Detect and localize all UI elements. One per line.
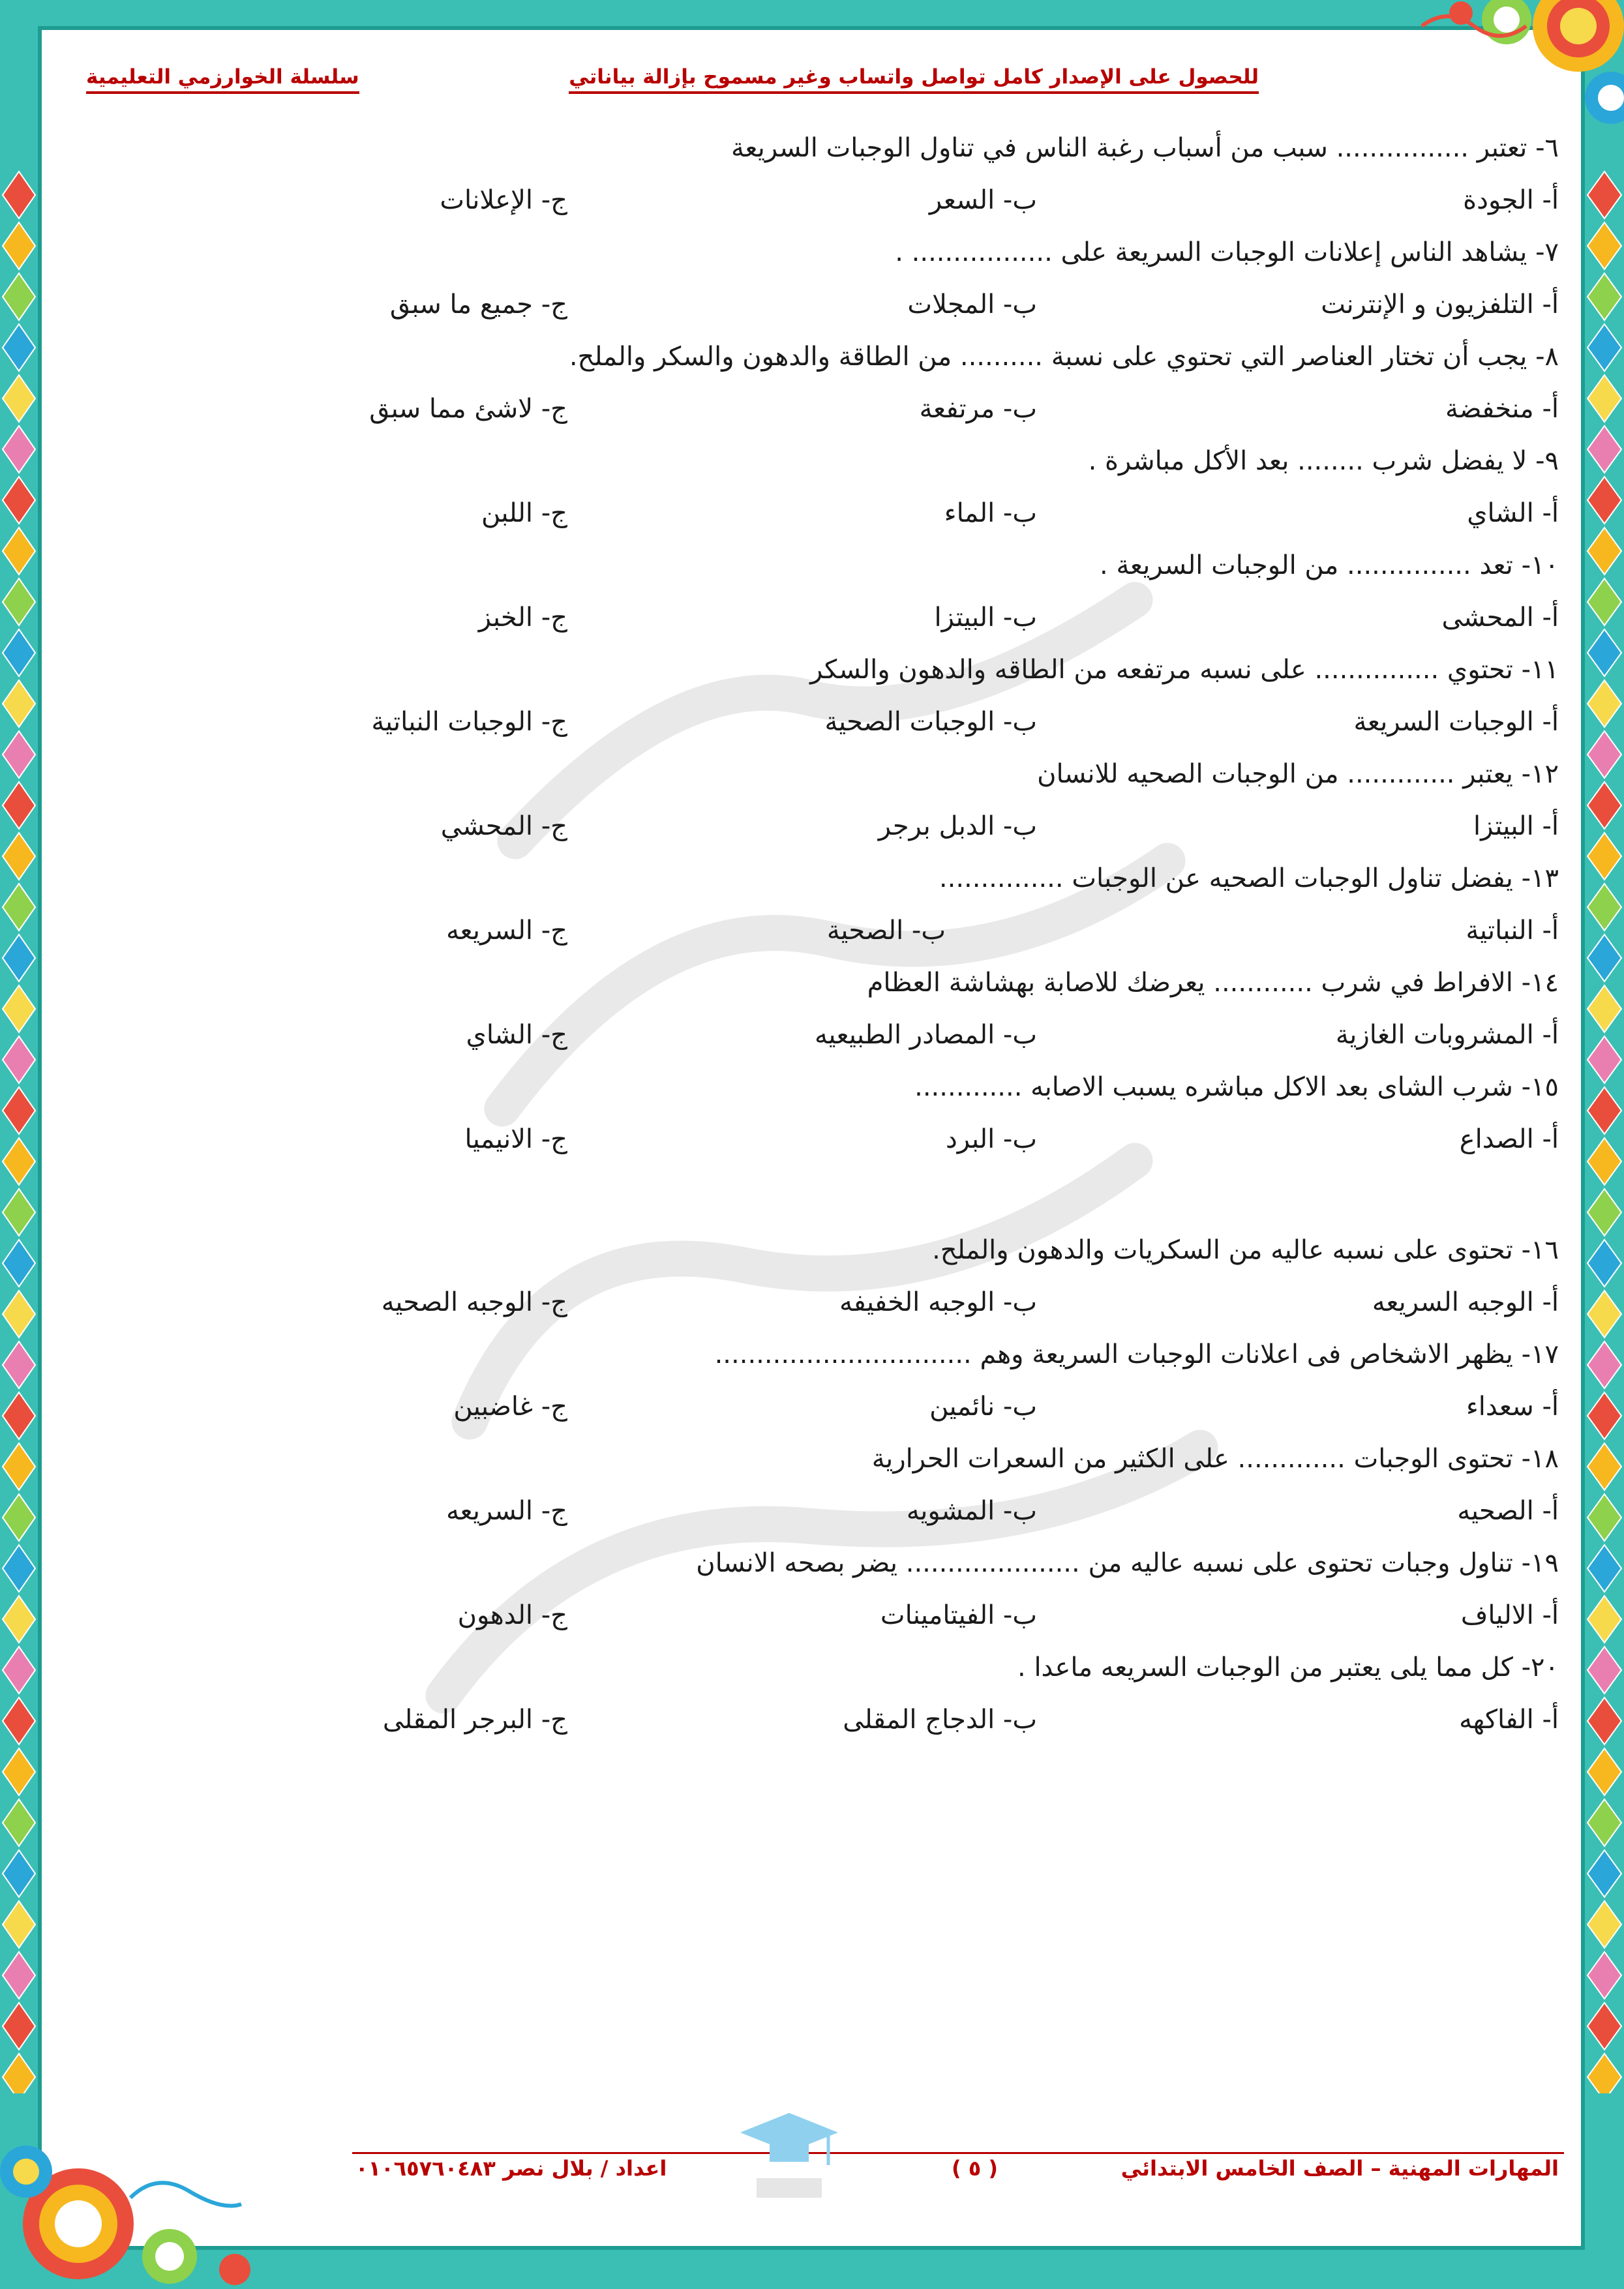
- choice-b[interactable]: ب- المجلات: [907, 290, 1037, 320]
- border-diamond: [3, 1189, 35, 1236]
- question-7-choices: [59, 280, 1559, 333]
- question-text: ١٦- تحتوى على نسبه عاليه من السكريات والدهون والملح.: [932, 1235, 1559, 1265]
- question-text: ١٧- يظهر الاشخاص فى اعلانات الوجبات السريعة وهم ...............................: [714, 1339, 1559, 1369]
- left-diamond-border: [0, 170, 38, 2093]
- question-6-stem: [59, 124, 1559, 176]
- border-diamond: [1587, 1901, 1621, 1948]
- question-12-choices: [59, 802, 1559, 854]
- border-diamond: [3, 1901, 35, 1948]
- question-14-choices: [59, 1011, 1559, 1063]
- questions-list: [59, 124, 1559, 1748]
- spacer: [59, 1167, 1559, 1226]
- question-text: ٧- يشاهد الناس إعلانات الوجبات السريعة على ................. .: [895, 237, 1559, 267]
- choice-b[interactable]: ب- الماء: [944, 498, 1037, 528]
- border-diamond: [1587, 1087, 1621, 1134]
- choice-c[interactable]: ج- الإعلانات: [440, 185, 567, 215]
- border-diamond: [1587, 426, 1621, 473]
- choice-b[interactable]: ب- المشويه: [906, 1496, 1037, 1526]
- question-text: ١٨- تحتوى الوجبات ............. على الكثير من السعرات الحرارية: [871, 1444, 1559, 1474]
- border-diamond: [3, 1850, 35, 1897]
- border-diamond: [3, 731, 35, 778]
- choice-a[interactable]: أ- الصحيه: [1457, 1496, 1559, 1526]
- border-diamond: [3, 1240, 35, 1287]
- question-text: ١٩- تناول وجبات تحتوى على نسبه عاليه من ..................... يضر بصحه الانسان: [696, 1548, 1559, 1578]
- question-11-choices: [59, 698, 1559, 750]
- question-17-choices: [59, 1383, 1559, 1435]
- question-13-choices: [59, 906, 1559, 959]
- question-8-stem: [59, 333, 1559, 385]
- question-18-stem: [59, 1435, 1559, 1487]
- choice-b[interactable]: ب- مرتفعة: [919, 394, 1037, 424]
- border-diamond: [3, 273, 35, 320]
- choice-c[interactable]: ج- المحشي: [440, 811, 567, 841]
- border-diamond: [3, 1748, 35, 1795]
- border-diamond: [1587, 324, 1621, 371]
- border-diamond: [3, 1291, 35, 1338]
- choice-b[interactable]: ب- البيتزا: [934, 603, 1037, 633]
- question-20-choices: [59, 1696, 1559, 1748]
- choice-c[interactable]: ج- الخبز: [478, 603, 567, 633]
- choice-a[interactable]: أ- الجودة: [1463, 185, 1559, 215]
- question-text: ١٣- يفضل تناول الوجبات الصحيه عن الوجبات ...............: [939, 863, 1559, 893]
- border-diamond: [3, 985, 35, 1032]
- choice-c[interactable]: ج- لاشئ مما سبق: [369, 394, 567, 424]
- border-diamond: [3, 324, 35, 371]
- question-19-choices: [59, 1591, 1559, 1643]
- choice-b[interactable]: ب- البرد: [945, 1124, 1037, 1154]
- border-diamond: [1587, 1341, 1621, 1388]
- footer-divider: [352, 2152, 1564, 2154]
- border-diamond: [1587, 629, 1621, 676]
- border-diamond: [1587, 680, 1621, 727]
- border-diamond: [1587, 833, 1621, 880]
- border-diamond: [1587, 172, 1621, 218]
- question-10-choices: [59, 593, 1559, 646]
- border-diamond: [3, 1545, 35, 1592]
- question-14-stem: [59, 959, 1559, 1011]
- choice-c[interactable]: ج- جميع ما سبق: [389, 290, 567, 320]
- choice-c[interactable]: ج- السريعه: [446, 1496, 567, 1526]
- border-diamond: [3, 1698, 35, 1744]
- choice-a[interactable]: أ- البيتزا: [1473, 811, 1559, 841]
- choice-a[interactable]: أ- الشاي: [1467, 498, 1559, 528]
- border-diamond: [3, 1596, 35, 1643]
- choice-c[interactable]: ج- الوجبه الصحيه: [381, 1287, 567, 1317]
- border-diamond: [3, 1341, 35, 1388]
- question-19-stem: [59, 1539, 1559, 1591]
- header-series-title: سلسلة الخوارزمي التعليمية: [86, 65, 359, 94]
- border-diamond: [3, 172, 35, 218]
- question-text: ١١- تحتوي ............... على نسبه مرتفعه من الطاقه والدهون والسكر: [810, 655, 1559, 685]
- border-diamond: [3, 2003, 35, 2050]
- choice-a[interactable]: أ- المحشى: [1441, 603, 1559, 633]
- border-diamond: [1587, 1748, 1621, 1795]
- question-6-choices: [59, 176, 1559, 228]
- border-diamond: [1587, 782, 1621, 829]
- border-diamond: [1587, 1443, 1621, 1490]
- border-diamond: [3, 782, 35, 829]
- choice-c[interactable]: ج- الشاي: [466, 1020, 567, 1050]
- choice-c[interactable]: ج- الدهون: [457, 1600, 567, 1630]
- border-diamond: [3, 426, 35, 473]
- question-7-stem: [59, 228, 1559, 280]
- choice-a[interactable]: أ- النباتية: [1466, 916, 1559, 946]
- border-diamond: [3, 629, 35, 676]
- question-15-choices: [59, 1115, 1559, 1167]
- question-10-stem: [59, 541, 1559, 593]
- border-diamond: [3, 1087, 35, 1134]
- border-diamond: [1587, 477, 1621, 524]
- question-text: ٩- لا يفضل شرب ........ بعد الأكل مباشرة .: [1088, 446, 1559, 476]
- border-diamond: [3, 528, 35, 575]
- border-diamond: [1587, 2054, 1621, 2093]
- question-text: ٦- تعتبر ................ سبب من أسباب رغبة الناس في تناول الوجبات السريعة: [730, 133, 1559, 163]
- border-diamond: [1587, 1596, 1621, 1643]
- swirl-decoration-bottom-left: [0, 2080, 280, 2289]
- question-13-stem: [59, 854, 1559, 906]
- choice-a[interactable]: أ- سعداء: [1466, 1392, 1559, 1422]
- choice-b[interactable]: ب- الفيتامينات: [880, 1600, 1037, 1630]
- border-diamond: [1587, 273, 1621, 320]
- choice-b[interactable]: ب- السعر: [929, 185, 1037, 215]
- question-20-stem: [59, 1643, 1559, 1696]
- border-diamond: [1587, 222, 1621, 269]
- border-diamond: [3, 1036, 35, 1083]
- right-diamond-border: [1585, 170, 1624, 2093]
- choice-a[interactable]: أ- المشروبات الغازية: [1335, 1020, 1559, 1050]
- choice-a[interactable]: أ- الوجبه السريعه: [1372, 1287, 1559, 1317]
- question-text: ١٢- يعتبر ............. من الوجبات الصحيه للانسان: [1037, 759, 1559, 789]
- border-diamond: [3, 833, 35, 880]
- border-diamond: [1587, 1850, 1621, 1897]
- choice-c[interactable]: ج- الانيميا: [464, 1124, 567, 1154]
- border-diamond: [3, 1494, 35, 1541]
- border-diamond: [3, 1443, 35, 1490]
- choice-b[interactable]: ب- الوجبات الصحية: [824, 707, 1037, 737]
- choice-b[interactable]: ب- الصحية: [826, 916, 946, 946]
- border-diamond: [3, 884, 35, 931]
- question-15-stem: [59, 1063, 1559, 1115]
- choice-a[interactable]: أ- الصداع: [1459, 1124, 1559, 1154]
- border-diamond: [3, 1138, 35, 1185]
- border-diamond: [1587, 578, 1621, 625]
- question-11-stem: [59, 646, 1559, 698]
- border-diamond: [1587, 1392, 1621, 1439]
- question-18-choices: [59, 1487, 1559, 1539]
- choice-b[interactable]: ب- الوجبه الخفيفه: [839, 1287, 1037, 1317]
- border-diamond: [1587, 528, 1621, 575]
- graduation-cap-logo: [724, 2100, 854, 2224]
- border-diamond: [3, 1952, 35, 1999]
- border-diamond: [3, 578, 35, 625]
- question-text: ١٤- الافراط في شرب ............ يعرضك للاصابة بهشاشة العظام: [867, 968, 1559, 998]
- footer-author: اعداد / بلال نصر ٠١٠٦٥٧٦٠٤٨٣: [355, 2156, 667, 2181]
- question-17-stem: [59, 1330, 1559, 1383]
- border-diamond: [1587, 1952, 1621, 1999]
- border-diamond: [3, 680, 35, 727]
- choice-a[interactable]: أ- التلفزيون و الإنترنت: [1321, 290, 1559, 320]
- choice-a[interactable]: أ- الفاكهه: [1459, 1705, 1559, 1735]
- border-diamond: [1587, 1240, 1621, 1287]
- choice-a[interactable]: أ- الوجبات السريعة: [1353, 707, 1559, 737]
- choice-c[interactable]: ج- الوجبات النباتية: [371, 707, 567, 737]
- border-diamond: [1587, 1647, 1621, 1694]
- choice-b[interactable]: ب- الدبل برجر: [878, 811, 1037, 841]
- choice-c[interactable]: ج- البرجر المقلى: [382, 1705, 567, 1735]
- border-diamond: [1587, 1036, 1621, 1083]
- border-diamond: [1587, 935, 1621, 981]
- choice-c[interactable]: ج- غاضبين: [453, 1392, 567, 1422]
- choice-c[interactable]: ج- اللبن: [481, 498, 567, 528]
- question-text: ١٥- شرب الشاى بعد الاكل مباشره يسبب الاصابه .............: [914, 1072, 1559, 1102]
- border-diamond: [1587, 1494, 1621, 1541]
- border-diamond: [1587, 985, 1621, 1032]
- border-diamond: [1587, 884, 1621, 931]
- question-text: ٨- يجب أن تختار العناصر التي تحتوي على نسبة .......... من الطاقة والدهون والسكر والملح.: [569, 342, 1559, 372]
- question-9-choices: [59, 489, 1559, 541]
- header-notice: للحصول على الإصدار كامل تواصل واتساب وغير مسموح بإزالة بياناتي: [569, 65, 1259, 94]
- border-diamond: [1587, 2003, 1621, 2050]
- choice-b[interactable]: ب- نائمين: [929, 1392, 1037, 1422]
- question-9-stem: [59, 437, 1559, 489]
- question-16-stem: [59, 1226, 1559, 1278]
- question-text: ١٠- تعد ............... من الوجبات السريعة .: [1100, 550, 1559, 580]
- border-diamond: [3, 1647, 35, 1694]
- question-16-choices: [59, 1278, 1559, 1330]
- border-diamond: [1587, 375, 1621, 422]
- border-diamond: [3, 477, 35, 524]
- footer-page-number: ( ٥ ): [951, 2156, 998, 2181]
- border-diamond: [1587, 1138, 1621, 1185]
- choice-b[interactable]: ب- المصادر الطبيعيه: [814, 1020, 1037, 1050]
- border-diamond: [3, 222, 35, 269]
- choice-b[interactable]: ب- الدجاج المقلى: [843, 1705, 1037, 1735]
- border-diamond: [1587, 1545, 1621, 1592]
- border-diamond: [1587, 731, 1621, 778]
- choice-c[interactable]: ج- السريعه: [446, 916, 567, 946]
- choice-a[interactable]: أ- الالياف: [1460, 1600, 1559, 1630]
- choice-a[interactable]: أ- منخفضة: [1445, 394, 1559, 424]
- border-diamond: [3, 1799, 35, 1846]
- border-diamond: [1587, 1698, 1621, 1744]
- footer-subject: المهارات المهنية – الصف الخامس الابتدائي: [1120, 2156, 1559, 2181]
- border-diamond: [1587, 1799, 1621, 1846]
- question-text: ٢٠- كل مما يلى يعتبر من الوجبات السريعه ماعدا .: [1017, 1653, 1559, 1683]
- border-diamond: [3, 375, 35, 422]
- border-diamond: [3, 1392, 35, 1439]
- border-diamond: [1587, 1189, 1621, 1236]
- border-diamond: [1587, 1291, 1621, 1338]
- question-12-stem: [59, 750, 1559, 802]
- question-8-choices: [59, 385, 1559, 437]
- border-diamond: [3, 935, 35, 981]
